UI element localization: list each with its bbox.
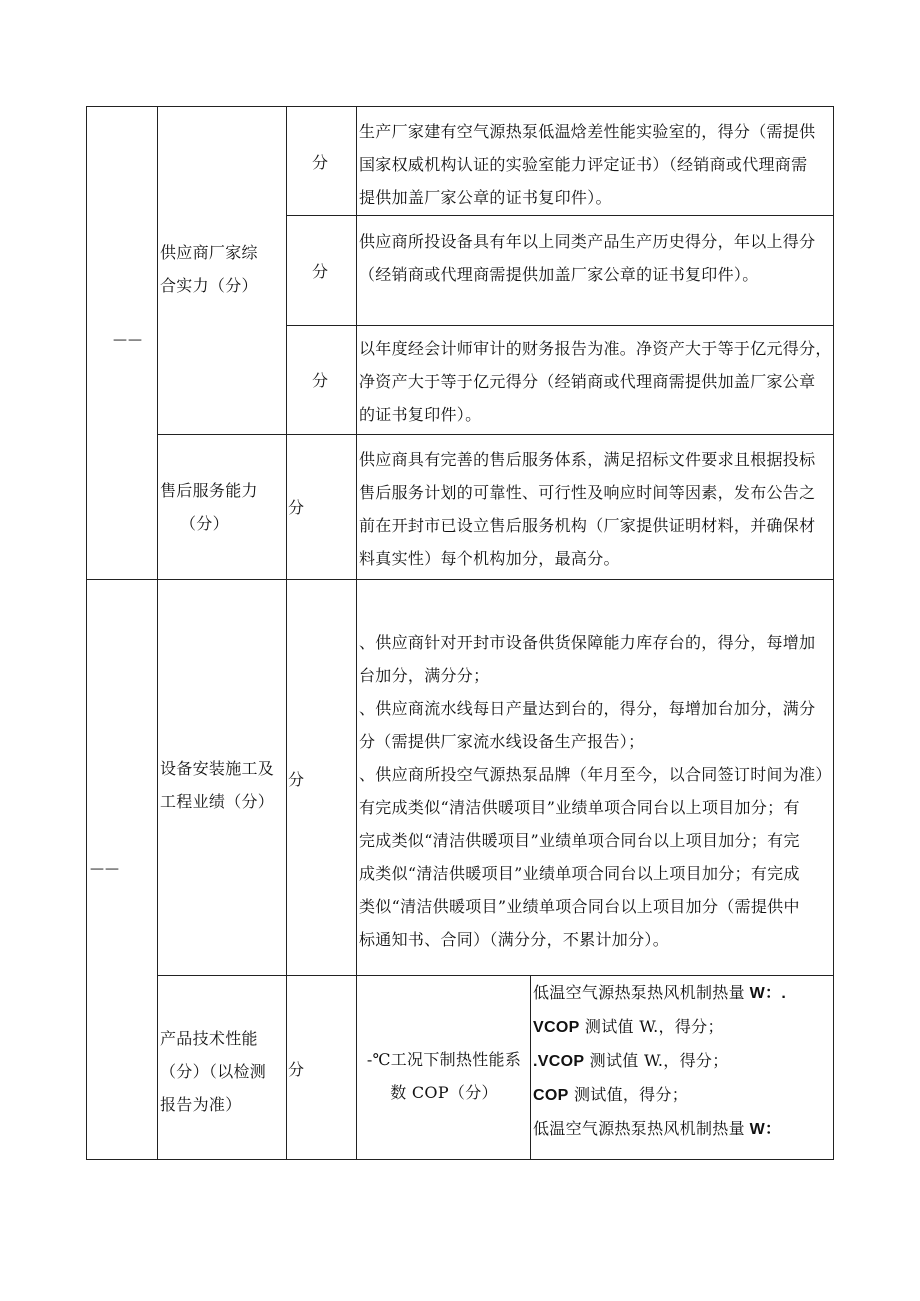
cop-subcategory (358, 1043, 530, 1109)
category-installation: 设备安装施工及 工程业绩（分） (160, 759, 275, 811)
vline-left (86, 106, 87, 1160)
criteria-2: 供应商所投设备具有年以上同类产品生产历史得分，年以上得分 （经销商或代理商需提供加盖厂家公章的证书复印件）。 (359, 232, 816, 284)
vline-right (833, 106, 834, 1160)
table-border-bottom (86, 1159, 834, 1160)
perf-line-1: 低温空气源热泵热风机制热量 W：. (533, 983, 787, 1002)
score-after-sales: 分 (288, 498, 305, 517)
group-1-number: —— (113, 332, 143, 348)
criteria-3: 以年度经会计师审计的财务报告为准。净资产大于等于亿元得分， 净资产大于等于亿元得分（经销商或代理商需提供加盖厂家公章 的证书复印件）。 (359, 339, 832, 424)
perf-line-5: 低温空气源热泵热风机制热量 W： (533, 1119, 782, 1138)
vline-2 (157, 106, 158, 1160)
cop-subcategory-line1: -℃工况下制热性能系 (366, 1050, 522, 1069)
score-installation: 分 (288, 770, 305, 789)
perf-line-2: VCOP 测试值 W.，得分； (533, 1017, 724, 1036)
category-supplier-strength: 供应商厂家综 合实力（分） (160, 243, 258, 295)
vline-4 (356, 106, 357, 1160)
vline-5 (530, 975, 531, 1160)
criteria-product-performance (533, 976, 832, 1159)
group-2-number: —— (90, 861, 120, 877)
vline-3 (286, 106, 287, 1160)
criteria-after-sales: 供应商具有完善的售后服务体系，满足招标文件要求且根据投标 售后服务计划的可靠性、可行性及响应时间等因素，发布公告之 前在开封市已设立售后服务机构（厂家提供证明材料，并确保材 料真实性）每个机构加分，最高分。 (359, 450, 816, 568)
category-product-performance: 产品技术性能 （分）（以检测 报告为准） (160, 1029, 267, 1114)
cop-subcategory-line2: 数 COP（分） (390, 1083, 498, 1102)
perf-line-4: COP 测试值，得分； (533, 1085, 689, 1104)
sub-divider-1 (286, 215, 834, 216)
criteria-installation: 、供应商针对开封市设备供货保障能力库存台的，得分，每增加 台加分，满分分； 、供应商流水线每日产量达到台的，得分，每增加台加分，满分 分（需提供厂家流水线设备生产报告）； 、供应商所投空气源热泵品牌（年月至今，以合同签订时间为准） 有完成类似“清洁供暖项目”业绩单项合同台以上项目加分；有 完成类似“清洁供暖项目”业绩单项合同台以上项目加分；有完 成类似“清洁供暖项目”业绩单项合同台以上项目加分；有完成 类似“清洁供暖项目”业绩单项合同台以上项目加分（需提供中 标通知书、合同）（满分分，不累计加分）。 (359, 633, 832, 949)
row-divider-1 (157, 434, 834, 435)
group-divider (86, 579, 834, 580)
perf-line-3: .VCOP 测试值 W.，得分； (533, 1051, 729, 1070)
sub-divider-2 (286, 325, 834, 326)
score-product-performance: 分 (288, 1060, 305, 1079)
category-after-sales: 售后服务能力 （分） (160, 481, 258, 533)
score-3: 分 (312, 371, 329, 390)
table-border-top (86, 106, 834, 107)
criteria-1: 生产厂家建有空气源热泵低温焓差性能实验室的，得分（需提供 国家权威机构认证的实验室能力评定证书）（经销商或代理商需 提供加盖厂家公章的证书复印件）。 (359, 122, 816, 207)
score-2: 分 (312, 262, 329, 281)
score-1: 分 (312, 153, 329, 172)
